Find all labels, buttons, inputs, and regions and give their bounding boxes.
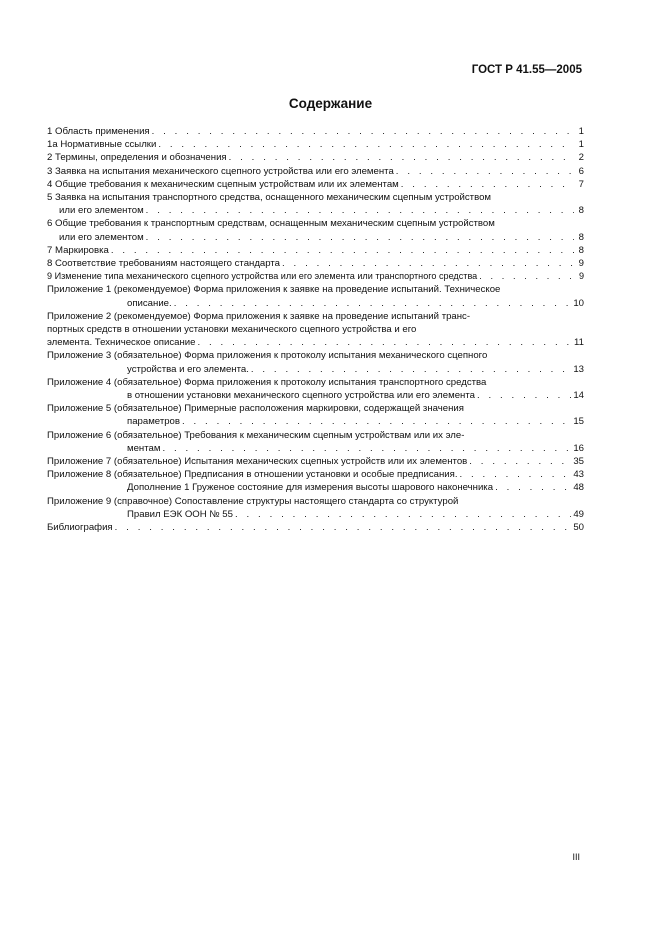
toc-entry-label: Приложение 4 (обязательное) Форма приложения к протоколу испытания транспортного средства xyxy=(47,376,487,388)
toc-entry xyxy=(47,257,584,270)
toc-entry-label-cont: или его элементом xyxy=(59,205,144,217)
toc-entry-label-cont: Правил ЕЭК ООН № 55 xyxy=(127,508,233,520)
toc-entry xyxy=(47,244,584,257)
toc-entry-page: 16 xyxy=(573,442,584,454)
toc-entry-label: 7 Маркировка xyxy=(47,244,109,256)
toc-entry xyxy=(47,349,584,375)
toc-entry-label: 8 Соответствие требованиям настоящего стандарта xyxy=(47,258,281,270)
toc-entry-label: 4 Общие требования к механическим сцепным устройствам или их элементам xyxy=(47,178,399,190)
toc-entry xyxy=(47,165,584,178)
toc-entry-page: 8 xyxy=(578,205,584,217)
toc-entry-label: Приложение 7 (обязательное) Испытания механических сцепных устройств или их элементов xyxy=(47,456,468,468)
toc-entry xyxy=(47,191,584,217)
toc-entry-page: 9 xyxy=(578,271,584,282)
toc-entry-page: 35 xyxy=(573,456,584,468)
toc-entry-label-cont: ментам xyxy=(127,442,161,454)
toc-entry xyxy=(47,217,584,243)
toc-entry-label: 5 Заявка на испытания транспортного средства, оснащенного механическим сцепным устройством xyxy=(47,192,492,204)
toc-entry-page: 7 xyxy=(578,178,584,190)
toc-entry-page: 10 xyxy=(573,297,584,309)
toc-entry-page: 1 xyxy=(578,139,584,151)
toc-entry-page: 2 xyxy=(578,152,584,164)
toc-entry-label-cont: элемента. Техническое описание xyxy=(47,337,196,349)
toc-entry-label: Приложение 8 (обязательное) Предписания в отношении установки и особые предписания. xyxy=(47,469,458,481)
toc-entry-page: 14 xyxy=(573,390,584,402)
toc-entry-page: 8 xyxy=(578,231,584,243)
toc-entry xyxy=(47,376,584,402)
toc-entry-label-cont: или его элементом xyxy=(59,231,144,243)
toc-entry-label: Приложение 9 (справочное) Сопоставление структуры настоящего стандарта со структурой xyxy=(47,495,459,507)
toc-entry-label: Приложение 5 (обязательное) Примерные расположения маркировки, содержащей значения xyxy=(47,403,464,415)
toc-entry-label: 2 Термины, определения и обозначения xyxy=(47,152,227,164)
toc-entry xyxy=(47,481,584,494)
document-header: ГОСТ Р 41.55—2005 xyxy=(471,64,582,76)
toc-entry-label-cont: описание. xyxy=(127,297,172,309)
toc-entry-page: 50 xyxy=(573,522,584,534)
table-of-contents xyxy=(47,125,584,534)
toc-entry-page: 13 xyxy=(573,363,584,375)
toc-entry-label-cont: в отношении установки механического сцепного устройства или его элемента xyxy=(127,390,475,402)
page-number: III xyxy=(572,852,580,862)
toc-entry-page: 6 xyxy=(578,165,584,177)
toc-entry xyxy=(47,455,584,468)
toc-entry-page: 9 xyxy=(578,258,584,270)
toc-entry xyxy=(47,468,584,481)
toc-entry-page: 8 xyxy=(578,244,584,256)
toc-entry-page: 43 xyxy=(573,469,584,481)
toc-entry xyxy=(47,125,584,138)
toc-entry-label: 1 Область применения xyxy=(47,126,150,137)
toc-entry xyxy=(47,402,584,428)
toc-entry-label: Приложение 1 (рекомендуемое) Форма приложения к заявке на проведение испытаний. Техническое xyxy=(47,284,501,296)
toc-entry-label: Приложение 2 (рекомендуемое) Форма приложения к заявке на проведение испытаний транс- xyxy=(47,310,471,322)
toc-entry-page: 11 xyxy=(574,337,584,349)
toc-entry-page: 15 xyxy=(573,416,584,428)
toc-entry-page: 48 xyxy=(573,482,584,494)
toc-entry xyxy=(47,429,584,455)
toc-entry xyxy=(47,495,584,521)
toc-entry-label: 3 Заявка на испытания механического сцепного устройства или его элемента xyxy=(47,165,394,177)
toc-entry xyxy=(47,138,584,151)
toc-entry xyxy=(47,521,584,534)
page-title: Содержание xyxy=(288,96,373,111)
toc-entry-label: Библиография xyxy=(47,522,113,534)
toc-entry-page: 1 xyxy=(578,126,584,137)
toc-entry-label: 1а Нормативные ссылки xyxy=(47,139,157,151)
toc-entry xyxy=(47,310,584,350)
toc-entry-page: 49 xyxy=(573,508,584,520)
toc-entry-label: Дополнение 1 Груженое состояние для измерения высоты шарового наконечника xyxy=(127,482,494,494)
toc-entry xyxy=(47,178,584,191)
toc-entry-label: 9 Изменение типа механического сцепного устройства или его элемента или транспортного средства xyxy=(47,271,478,282)
toc-entry-label: Приложение 3 (обязательное) Форма приложения к протоколу испытания механического сцепного xyxy=(47,350,488,362)
toc-entry-label-cont: параметров xyxy=(127,416,180,428)
toc-entry xyxy=(47,151,584,164)
toc-entry xyxy=(47,283,584,309)
toc-entry-label: 6 Общие требования к транспортным средствам, оснащенным механическим сцепным устройством xyxy=(47,218,495,230)
toc-entry xyxy=(47,270,584,283)
toc-entry-label-cont: устройства и его элемента. xyxy=(127,363,249,375)
toc-entry-label-cont: портных средств в отношении установки механического сцепного устройства и его xyxy=(47,324,417,336)
toc-entry-label: Приложение 6 (обязательное) Требования к механическим сцепным устройствам или их эле- xyxy=(47,429,465,441)
